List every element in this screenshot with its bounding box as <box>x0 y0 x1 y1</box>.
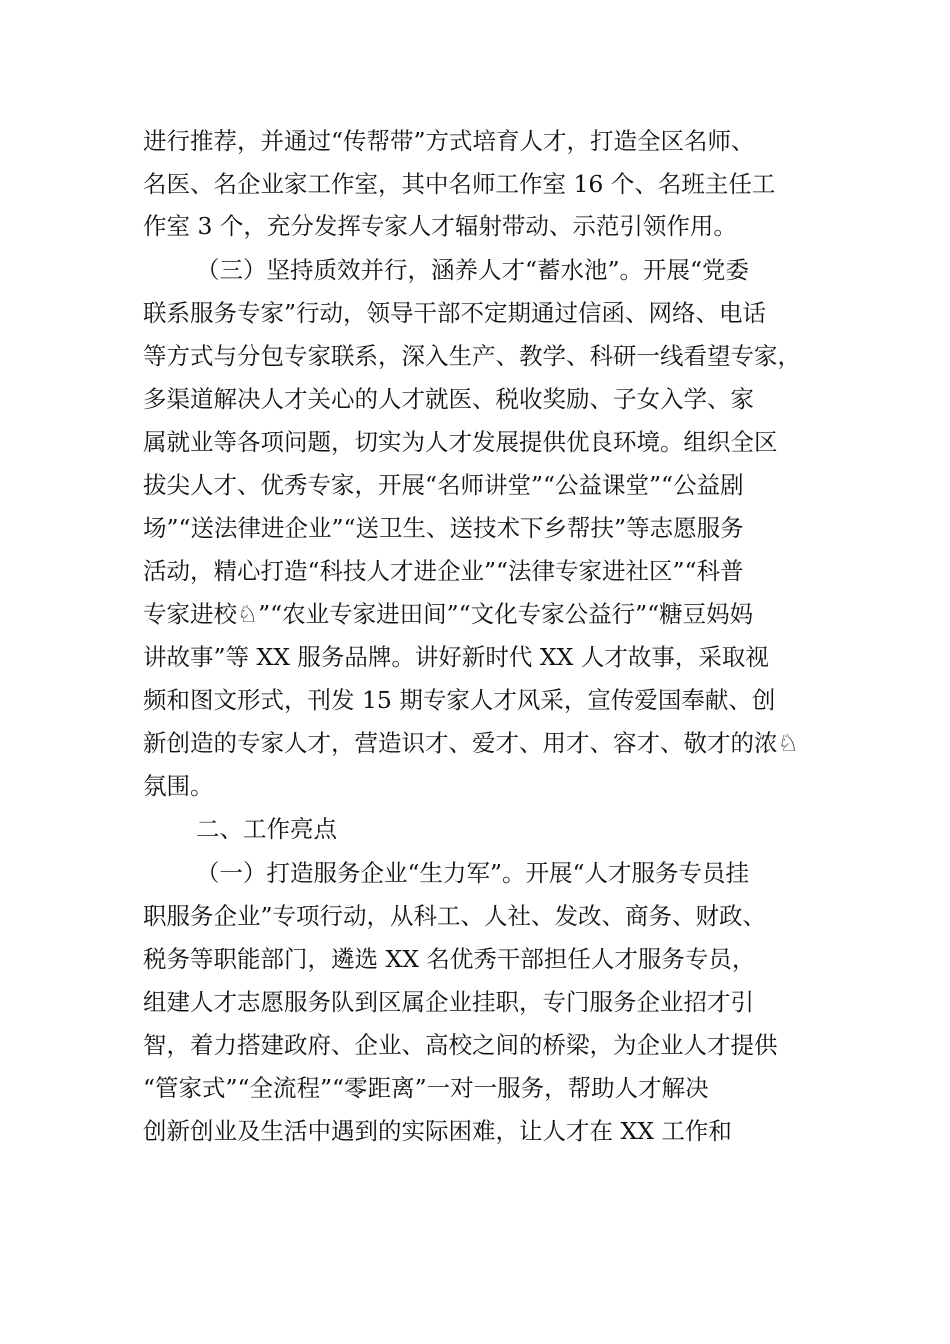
body-text-line: 作室 3 个，充分发挥专家人才辐射带动、示范引领作用。 <box>143 212 737 240</box>
subsection-paragraph-start: （一）打造服务企业“生力军”。开展“人才服务专员挂 <box>196 859 750 887</box>
body-text-line: 场”“送法律进企业”“送卫生、送技术下乡帮扶”等志愿服务 <box>143 514 744 542</box>
body-text-line: “管家式”“全流程”“零距离”一对一服务，帮助人才解决 <box>143 1074 709 1102</box>
body-text-line: 拔尖人才、优秀专家，开展“名师讲堂”“公益课堂”“公益剧 <box>143 471 744 499</box>
body-text-line: 组建人才志愿服务队到区属企业挂职，专门服务企业招才引 <box>143 988 754 1016</box>
body-text-line: 属就业等各项问题，切实为人才发展提供优良环境。组织全区 <box>143 428 778 456</box>
body-text-line: 智，着力搭建政府、企业、高校之间的桥梁，为企业人才提供 <box>143 1031 778 1059</box>
body-text-line: 氛围。 <box>143 772 214 800</box>
body-text-line: 新创造的专家人才，营造识才、爱才、用才、容才、敬才的浓♘ <box>143 729 799 757</box>
body-text-line: 联系服务专家”行动，领导干部不定期通过信函、网络、电话 <box>143 299 767 327</box>
body-text-line: 频和图文形式，刊发 15 期专家人才风采，宣传爱国奉献、创 <box>143 686 776 714</box>
body-text-line: 等方式与分包专家联系，深入生产、教学、科研一线看望专家， <box>143 342 801 370</box>
section-heading-paragraph-start: （三）坚持质效并行，涵养人才“蓄水池”。开展“党委 <box>196 256 750 284</box>
body-text-line: 职服务企业”专项行动，从科工、人社、发改、商务、财政、 <box>143 902 767 930</box>
body-text-line: 名医、名企业家工作室，其中名师工作室 16 个、名班主任工 <box>143 170 776 198</box>
body-text-line: 讲故事”等 XX 服务品牌。讲好新时代 XX 人才故事，采取视 <box>143 643 769 671</box>
body-text-line: 进行推荐，并通过“传帮带”方式培育人才，打造全区名师、 <box>143 127 755 155</box>
body-text-line: 创新创业及生活中遇到的实际困难，让人才在 XX 工作和 <box>143 1117 732 1145</box>
body-text-line: 活动，精心打造“科技人才进企业”“法律专家进社区”“科普 <box>143 557 744 585</box>
body-text-line: 专家进校♘”“农业专家进田间”“文化专家公益行”“糖豆妈妈 <box>143 600 754 628</box>
body-text-line: 税务等职能部门，遴选 XX 名优秀干部担任人才服务专员， <box>143 945 756 973</box>
section-heading: 二、工作亮点 <box>196 815 337 843</box>
body-text-line: 多渠道解决人才关心的人才就医、税收奖励、子女入学、家 <box>143 385 754 413</box>
